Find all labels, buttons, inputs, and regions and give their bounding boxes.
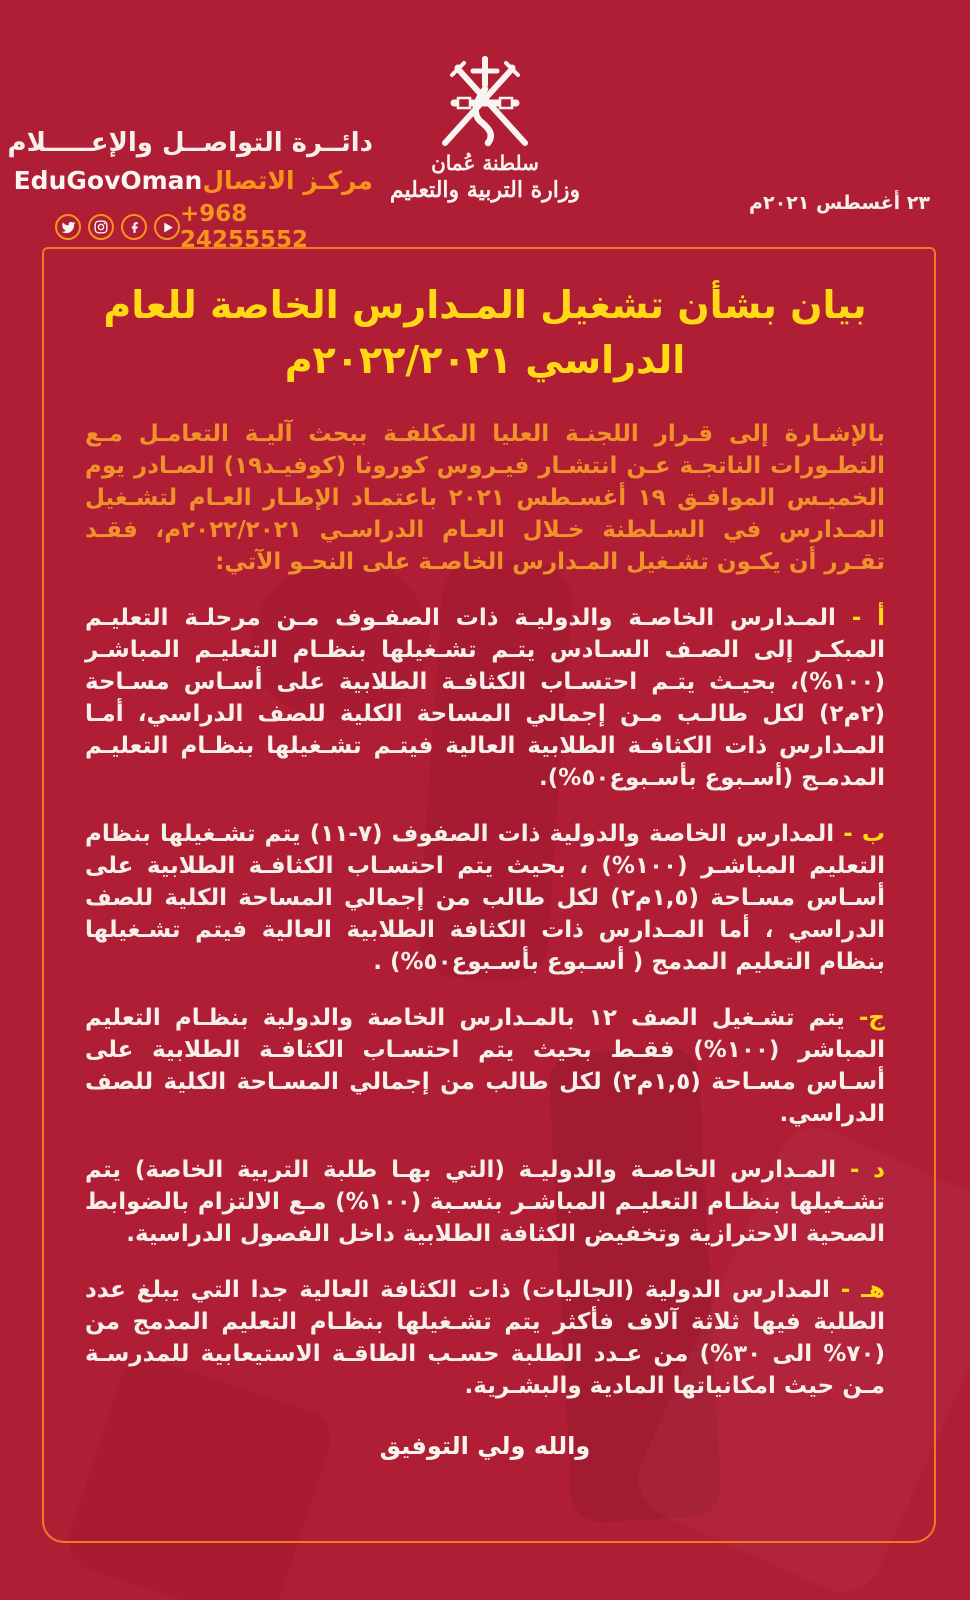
item-text: المـدارس الخاصـة والدوليـة (التي بهـا طلبة التربية الخاصة) يتم تشـغيلها بنظـام التعليـم المباشـر بنسـبة (١٠٠%) مـع الالتزام بالضوابط الصحية الاحترازية وتخفيض الكثافة الطلابية داخل الفصول الدراسية. (85, 1157, 885, 1247)
logo-country-text: سلطنة عُمان (431, 151, 539, 175)
contact-block (7, 128, 373, 253)
twitter-icon[interactable] (55, 214, 81, 240)
statement-item-a (85, 602, 885, 794)
statement-body (85, 278, 885, 1460)
statement-item-j (85, 1002, 885, 1130)
facebook-icon[interactable] (121, 214, 147, 240)
statement-date: ٢٣ أغسطس ٢٠٢١م (749, 192, 930, 214)
social-handle: EduGovOman (13, 166, 203, 195)
youtube-play-icon[interactable] (154, 214, 180, 240)
statement-item-b (85, 818, 885, 978)
instagram-icon[interactable] (88, 214, 114, 240)
statement-title (85, 278, 885, 388)
social-icons (55, 214, 180, 240)
logo-ministry-text: وزارة التربية والتعليم (389, 177, 581, 203)
department-name: دائــرة التواصــل والإعـــــلام (7, 128, 373, 158)
ministry-logo (375, 55, 595, 203)
statement-intro: بالإشـارة إلى قـرار اللجنـة العليا المكلفـة ببحث آليـة التعامـل مـع التطـورات الناتجـة عـن انتشـار فيـروس كورونا (كوفيـد١٩) الصـادر يوم الخميـس الموافـق ١٩ أغسـطس ٢٠٢١ باعتمـاد الإطـار العـام لتشـغيل المـدارس في السـلطنة خـلال العـام الدراسـي ٢٠٢٢/٢٠٢١م، فقـد تقـرر أن يكـون تشـغيل المـدارس الخاصـة على النحـو الآتي: (85, 421, 885, 575)
item-letter: د - (849, 1157, 885, 1183)
item-letter: أ - (851, 605, 885, 631)
item-letter: ج- (858, 1005, 885, 1031)
closing-phrase: والله ولي التوفيق (379, 1432, 591, 1460)
item-text: المدارس الخاصة والدولية ذات الصفوف (٧-١١) يتم تشـغيلها بنظام التعليم المباشـر (١٠٠%) ، بحيث يتم احتسـاب الكثافـة الطلابية على أسـاس مسـاحة (١,٥م٢) لكل طالب من إجمالي المساحة الكلية للصف الدراسي ، أما المـدارس ذات الكثافة الطلابية العالية فيتم تشـغيلها بنظام التعليم المدمج ( أسـبوع بأسـبوع٥٠%) . (85, 821, 886, 975)
item-letter: ب - (843, 821, 886, 847)
phone-number: +968 24255552 (180, 201, 309, 253)
item-text: يتم تشـغيل الصف ١٢ بالمـدارس الخاصة والدولية بنظـام التعليم المباشر (١٠٠%) فقـط بحيث يتم احتسـاب الكثافـة الطلابية على أسـاس مسـاحة (١,٥م٢) لكل طالب من إجمالي المسـاحة الكلية للصف الدراسي. (85, 1005, 885, 1127)
statement-item-d (85, 1154, 885, 1250)
item-text: المدارس الدولية (الجاليات) ذات الكثافة العالية جدا التي يبلغ عدد الطلبة فيها ثلاثة آلاف فأكثر يتم تشـغيلها بنظـام التعليم المدمج من (٧٠% الى ٣٠%) من عـدد الطلبة حسـب الطاقـة الاستيعابية للمدرسـة مـن حيث امكانياتها المادية والبشـرية. (85, 1277, 886, 1399)
item-letter: هـ - (840, 1277, 885, 1303)
statement-item-h (85, 1274, 885, 1402)
contact-center-label: مركـز الاتصال (202, 166, 373, 195)
statement-title-line2: الدراسي ٢٠٢٢/٢٠٢١م (284, 338, 686, 382)
statement-title-line1: بيان بشأن تشغيل المـدارس الخاصة للعام (103, 283, 867, 327)
item-text: المـدارس الخاصـة والدوليـة ذات الصفـوف مـن مرحلـة التعليـم المبكـر إلى الصـف السـادس يتـم تشـغيلها بنظـام التعليـم المباشـر (١٠٠%)، بحيـث يتـم احتسـاب الكثافـة الطلابية على أسـاس مسـاحة (٢م٢) لكل طالـب مـن إجمالي المساحة الكلية للصف الدراسي، أمـا المـدارس ذات الكثافـة الطلابية العالية فيتـم تشـغيلها بنظـام التعليـم المدمـج (أسـبوع بأسـبوع٥٠%). (85, 605, 885, 791)
oman-national-emblem-icon (420, 55, 550, 147)
